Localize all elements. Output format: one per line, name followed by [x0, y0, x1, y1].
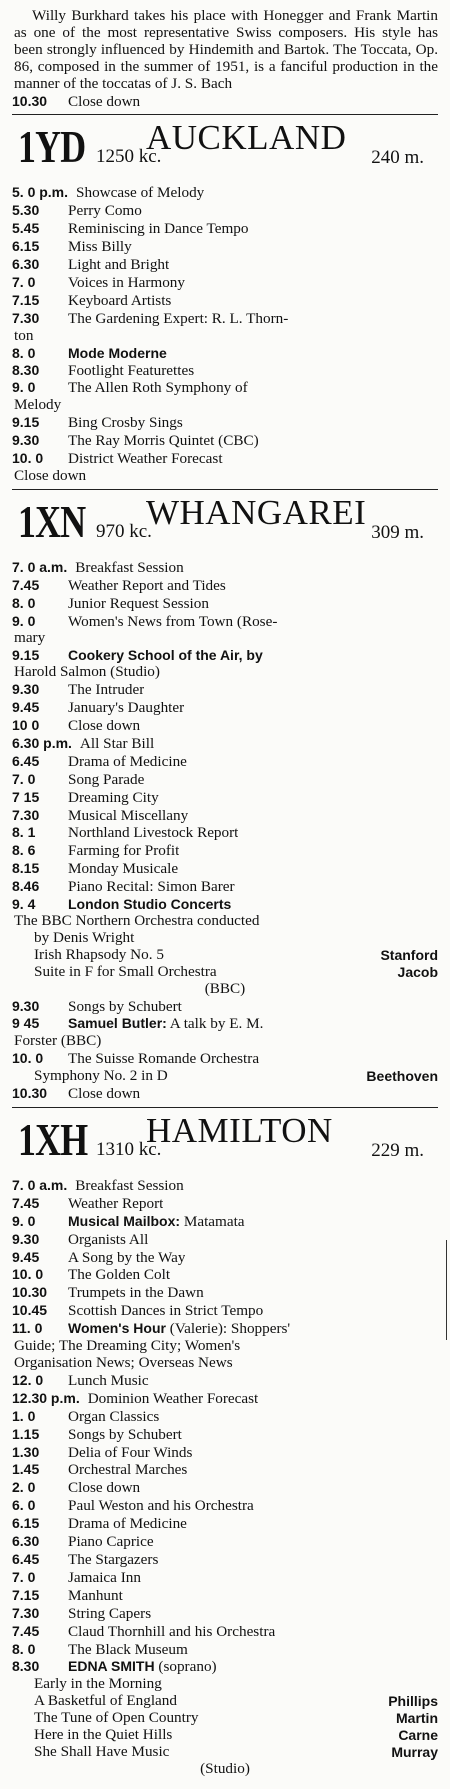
programme-title: Breakfast Session	[75, 1177, 184, 1194]
programme-row	[12, 735, 438, 753]
programme-title: Close down	[68, 718, 141, 734]
programme-row	[12, 842, 438, 860]
programme-title: Breakfast Session	[75, 559, 184, 576]
piece-composer: Carne	[398, 1727, 438, 1744]
programme-time: 5.30	[12, 202, 40, 219]
programme-row	[12, 699, 438, 717]
programme-row	[12, 717, 438, 735]
station-divider	[12, 1107, 438, 1108]
programme-title-rest: A talk by E. M.	[166, 1015, 264, 1033]
programme-row	[12, 202, 438, 220]
programme-title: London Studio Concerts	[68, 896, 232, 913]
programme-title-bold: EDNA SMITH	[68, 1658, 155, 1675]
programme-title: The Black Museum	[68, 1641, 188, 1658]
programme-time: 6. 0	[12, 1497, 36, 1514]
programme-time: 8. 6	[12, 842, 36, 859]
programme-row	[12, 220, 438, 238]
programme-title	[68, 1658, 217, 1676]
programme-row	[12, 238, 438, 256]
programme-title: District Weather Forecast	[68, 451, 223, 468]
programme-time: 9.30	[12, 1230, 40, 1247]
programme-note: (BBC)	[204, 980, 246, 997]
programme-title: Northland Livestock Report	[68, 825, 239, 842]
programme-row	[12, 93, 438, 111]
programme-title: Bing Crosby Sings	[68, 415, 183, 432]
programme-row	[12, 1213, 438, 1231]
programme-piece	[12, 1744, 438, 1761]
programme-piece	[12, 964, 438, 981]
piece-title: Symphony No. 2 in D	[34, 1067, 168, 1085]
programme-title: Showcase of Melody	[76, 185, 205, 202]
programme-title	[68, 1320, 290, 1338]
programme-time: 6.30 p.m.	[12, 734, 72, 751]
station-divider	[12, 114, 438, 115]
piece-title: The Tune of Open Country	[34, 1709, 199, 1727]
programme-title: Song Parade	[68, 771, 145, 788]
programme-time: 7 15	[12, 788, 40, 805]
piece-title: Suite in F for Small Orchestra	[34, 962, 217, 980]
programme-title: Footlight Featurettes	[68, 362, 195, 379]
programme-row	[12, 1050, 438, 1068]
piece-title: She Shall Have Music	[34, 1742, 170, 1760]
programme-note: (Studio)	[200, 1760, 250, 1777]
programme-time: 10.30	[12, 92, 48, 109]
programme-title: Musical Miscellany	[68, 807, 189, 824]
programme-time: 12.30 p.m.	[12, 1389, 80, 1406]
programme-row	[12, 577, 438, 595]
programme-row	[12, 1266, 438, 1284]
programme-title: Close down	[68, 1086, 141, 1103]
programme-row	[12, 1605, 438, 1623]
piece-composer: Phillips	[388, 1693, 438, 1710]
programme-row	[12, 998, 438, 1016]
programme-piece	[12, 1693, 438, 1710]
programme-time: 9.45	[12, 1248, 40, 1265]
programme-time: 10.30	[12, 1284, 48, 1301]
programme-title-rest: Matamata	[180, 1212, 245, 1230]
piece-composer: Martin	[396, 1710, 438, 1727]
programme-time: 8.46	[12, 878, 40, 895]
programme-row	[12, 1302, 438, 1320]
programme-row	[12, 1231, 438, 1249]
station-header	[12, 120, 438, 178]
programme-row	[12, 1479, 438, 1497]
programme-title: Paul Weston and his Orchestra	[68, 1498, 254, 1515]
programme-time: 9. 0	[12, 1212, 36, 1229]
programme-time: 10.45	[12, 1302, 48, 1319]
piece-composer: Jacob	[397, 963, 438, 980]
programme-row	[12, 345, 438, 362]
programme-row	[12, 292, 438, 310]
programme-time: 8.30	[12, 361, 40, 378]
programme-title	[68, 1213, 245, 1231]
programme-title: Songs by Schubert	[68, 998, 182, 1015]
station-call-sign: 1XN	[18, 495, 86, 547]
programme-title: Farming for Profit	[68, 843, 180, 860]
programme-row	[12, 807, 438, 825]
programme-title: Reminiscing in Dance Tempo	[68, 221, 249, 238]
programme-row	[12, 896, 438, 913]
programme-time: 9.15	[12, 414, 40, 431]
programme-time: 6.15	[12, 238, 40, 255]
programme-title: Organists All	[68, 1231, 149, 1248]
programme-continuation: Organisation News; Overseas News	[14, 1355, 233, 1371]
programme-row	[12, 789, 438, 807]
station-city: WHANGAREI	[146, 492, 367, 532]
programme-title	[68, 1015, 263, 1033]
programme-title: The Allen Roth Symphony of	[68, 380, 248, 397]
station-wavelength: 309 m.	[371, 521, 424, 543]
programme-time: 7. 0	[12, 273, 36, 290]
programme-time: 12. 0	[12, 1371, 44, 1388]
stations	[12, 120, 438, 1777]
programme-title-rest: (soprano)	[154, 1658, 217, 1676]
programme-row	[12, 362, 438, 380]
programme-time: 1. 0	[12, 1407, 36, 1424]
programme-title: The Golden Colt	[68, 1267, 171, 1284]
programme-title: Scottish Dances in Strict Tempo	[68, 1303, 264, 1320]
programme-title: Weather Report	[68, 1195, 164, 1212]
programme-continuation: Close down	[14, 467, 87, 484]
programme-continuation: mary	[14, 630, 46, 647]
station-city: HAMILTON	[146, 1110, 333, 1150]
programme-piece	[12, 1727, 438, 1744]
programme-title: Jamaica Inn	[68, 1569, 141, 1586]
programme-row	[12, 274, 438, 292]
programme-piece	[12, 1068, 438, 1085]
programme-time: 6.15	[12, 1515, 40, 1532]
station-frequency: 1250 kc.	[96, 146, 162, 168]
programme-time: 9.15	[12, 647, 40, 664]
programme-row	[12, 1641, 438, 1659]
programme-time: 9 45	[12, 1015, 40, 1032]
programme-title-bold: Musical Mailbox:	[68, 1212, 181, 1229]
programme-description: The BBC Northern Orchestra conducted	[14, 912, 260, 929]
programme-title: Drama of Medicine	[68, 753, 187, 770]
programme-time: 1.30	[12, 1443, 40, 1460]
programme-row	[12, 1461, 438, 1479]
programme-continuation: Melody	[14, 397, 62, 414]
programme-title: The Gardening Expert: R. L. Thorn-	[68, 310, 289, 327]
programme-time: 5. 0 p.m.	[12, 184, 69, 201]
piece-title: Irish Rhapsody No. 5	[34, 945, 164, 963]
programme-row	[12, 1623, 438, 1641]
programme-row	[12, 681, 438, 699]
listings-column	[12, 8, 438, 1778]
programme-title: Lunch Music	[68, 1372, 149, 1389]
piece-title: A Basketful of England	[34, 1692, 177, 1710]
programme-row	[12, 414, 438, 432]
programme-time: 7.15	[12, 1586, 40, 1603]
programme-row	[12, 184, 438, 202]
programme-title: January's Daughter	[68, 700, 185, 717]
station-wavelength: 229 m.	[371, 1139, 424, 1161]
programme-title: Claud Thornhill and his Orchestra	[68, 1623, 276, 1640]
station-divider	[12, 489, 438, 490]
station-city: AUCKLAND	[146, 118, 347, 158]
programme-title: Mode Moderne	[68, 344, 167, 361]
programme-time: 7.30	[12, 806, 40, 823]
station-header	[12, 1110, 438, 1171]
programme-title: The Ray Morris Quintet (CBC)	[68, 433, 259, 450]
programme-row	[12, 1372, 438, 1390]
programme-row	[12, 771, 438, 789]
programme-title: The Intruder	[68, 682, 145, 699]
programme-time: 9. 0	[12, 612, 36, 629]
programme-title-rest: (Valerie): Shoppers'	[165, 1320, 291, 1338]
programme-time: 6.45	[12, 1550, 40, 1567]
programme-time: 5.45	[12, 220, 40, 237]
programme-row	[12, 432, 438, 450]
programme-row	[12, 1587, 438, 1605]
programme-time: 9.30	[12, 997, 40, 1014]
programme-row	[12, 256, 438, 274]
programme-title: Drama of Medicine	[68, 1516, 187, 1533]
programme-title: Manhunt	[68, 1587, 123, 1604]
programme-row	[12, 1320, 438, 1338]
programme-title: Dominion Weather Forecast	[87, 1390, 259, 1407]
programme-title: Light and Bright	[68, 257, 170, 274]
programme-row	[12, 1085, 438, 1103]
programme-title: Delia of Four Winds	[68, 1444, 193, 1461]
programme-time: 2. 0	[12, 1479, 36, 1496]
programme-row	[12, 1426, 438, 1444]
programme-row	[12, 1195, 438, 1213]
station-frequency: 1310 kc.	[96, 1138, 162, 1160]
programme-row	[12, 753, 438, 771]
programme-time: 10 0	[12, 717, 40, 733]
programme-row	[12, 1551, 438, 1569]
programme-row	[12, 1497, 438, 1515]
programme-title-bold: Samuel Butler:	[68, 1015, 167, 1032]
piece-title: Here in the Quiet Hills	[34, 1726, 173, 1744]
programme-title: The Stargazers	[68, 1551, 159, 1568]
programme-title: Trumpets in the Dawn	[68, 1285, 204, 1302]
programme-row	[12, 647, 438, 664]
programme-time: 6.30	[12, 256, 40, 273]
programme-title: Organ Classics	[68, 1408, 160, 1425]
programme-title: Miss Billy	[68, 239, 132, 256]
programme-title: Close down	[68, 93, 141, 110]
programme-description: by Denis Wright	[34, 929, 135, 946]
programme-row	[12, 613, 438, 631]
programme-row	[12, 379, 438, 397]
programme-piece	[12, 947, 438, 964]
page-edge-mark	[446, 1240, 447, 1340]
programme-row	[12, 1284, 438, 1302]
programme-time: 11. 0	[12, 1320, 43, 1337]
programme-row	[12, 1390, 438, 1408]
programme-time: 7.45	[12, 1622, 40, 1639]
programme-row	[12, 450, 438, 468]
station-header	[12, 492, 438, 553]
programme-row	[12, 1515, 438, 1533]
programme-time: 8. 0	[12, 1640, 36, 1657]
programme-continuation: ton	[14, 327, 34, 344]
programme-title: String Capers	[68, 1605, 152, 1622]
programme-title-bold: Women's Hour	[68, 1320, 166, 1337]
programme-row	[12, 824, 438, 842]
programme-time: 10. 0	[12, 1266, 44, 1283]
programme-time: 9. 4	[12, 896, 36, 913]
programme-title: A Song by the Way	[68, 1249, 186, 1266]
programme-title: All Star Bill	[79, 735, 155, 752]
piece-composer: Beethoven	[366, 1068, 438, 1085]
programme-time: 6.45	[12, 752, 40, 769]
programme-time: 8.15	[12, 860, 40, 877]
programme-time: 7.30	[12, 1604, 40, 1621]
piece-title: Early in the Morning	[34, 1675, 162, 1693]
programme-row	[12, 595, 438, 613]
programme-row	[12, 1569, 438, 1587]
programme-time: 7.45	[12, 1194, 40, 1211]
programme-row	[12, 559, 438, 577]
station-call-sign: 1XH	[18, 1113, 88, 1165]
programme-continuation: Guide; The Dreaming City; Women's	[14, 1338, 241, 1355]
programme-time: 7.45	[12, 576, 40, 593]
intro-paragraph: Willy Burkhard takes his place with Honegger and Frank Martin as one of the most representative Swiss composers. His style has been strongly influenced by Hindemith and Bartok. The Toccata, Op. 86, composed in the summer of 1951, is a fanciful production in the manner of the toccatas of J. S. Bach	[14, 7, 438, 92]
programme-title: Piano Caprice	[68, 1534, 154, 1551]
piece-composer: Murray	[391, 1743, 438, 1760]
programme-time: 8. 0	[12, 594, 36, 611]
programme-time: 7.15	[12, 291, 40, 308]
programme-time: 7. 0 a.m.	[12, 558, 68, 575]
programme-time: 1.15	[12, 1425, 40, 1442]
programme-row	[12, 1177, 438, 1195]
programme-title: Orchestral Marches	[68, 1462, 188, 1479]
programme-row	[12, 860, 438, 878]
programme-time: 10.30	[12, 1085, 48, 1102]
programme-title: Monday Musicale	[68, 861, 179, 878]
programme-row	[12, 1444, 438, 1462]
programme-row	[12, 1658, 438, 1676]
programme-title: Songs by Schubert	[68, 1426, 182, 1443]
programme-row	[12, 1015, 438, 1033]
programme-title: Junior Request Session	[68, 595, 209, 612]
programme-time: 7.30	[12, 309, 40, 326]
programme-title: Cookery School of the Air, by	[68, 647, 263, 664]
programme-piece	[12, 1710, 438, 1727]
programme-time: 9.30	[12, 681, 40, 698]
programme-title: Dreaming City	[68, 789, 159, 806]
programme-title: Perry Como	[68, 203, 142, 220]
programme-time: 7. 0	[12, 1568, 36, 1585]
programme-time: 8. 1	[12, 824, 36, 841]
programme-row	[12, 878, 438, 896]
piece-composer: Stanford	[380, 946, 438, 963]
programme-title: Women's News from Town (Rose-	[68, 613, 278, 630]
programme-time: 8. 0	[12, 344, 36, 361]
programme-continuation: Harold Salmon (Studio)	[14, 664, 160, 681]
programme-time: 10. 0	[12, 1050, 44, 1067]
programme-time: 9.30	[12, 432, 40, 449]
programme-row	[12, 1249, 438, 1267]
programme-continuation: Forster (BBC)	[14, 1033, 102, 1050]
programme-row	[12, 310, 438, 328]
station-call-sign: 1YD	[18, 121, 86, 173]
programme-row	[12, 1533, 438, 1551]
programme-time: 1.45	[12, 1461, 40, 1478]
programme-title: Keyboard Artists	[68, 292, 172, 309]
programme-time: 7. 0	[12, 770, 36, 787]
station-frequency: 970 kc.	[96, 520, 152, 542]
programme-time: 10. 0	[12, 450, 44, 467]
programme-title: Piano Recital: Simon Barer	[68, 879, 235, 896]
programme-time: 9.45	[12, 699, 40, 716]
programme-title: Weather Report and Tides	[68, 577, 226, 594]
programme-title: Close down	[68, 1480, 141, 1497]
programme-time: 7. 0 a.m.	[12, 1176, 68, 1193]
programme-title: The Suisse Romande Orchestra	[68, 1051, 260, 1068]
programme-time: 6.30	[12, 1533, 40, 1550]
station-wavelength: 240 m.	[371, 147, 424, 169]
programme-time: 9. 0	[12, 379, 36, 396]
programme-row	[12, 1408, 438, 1426]
programme-time: 8.30	[12, 1658, 40, 1675]
programme-piece	[12, 1676, 438, 1693]
programme-title: Voices in Harmony	[68, 274, 185, 291]
